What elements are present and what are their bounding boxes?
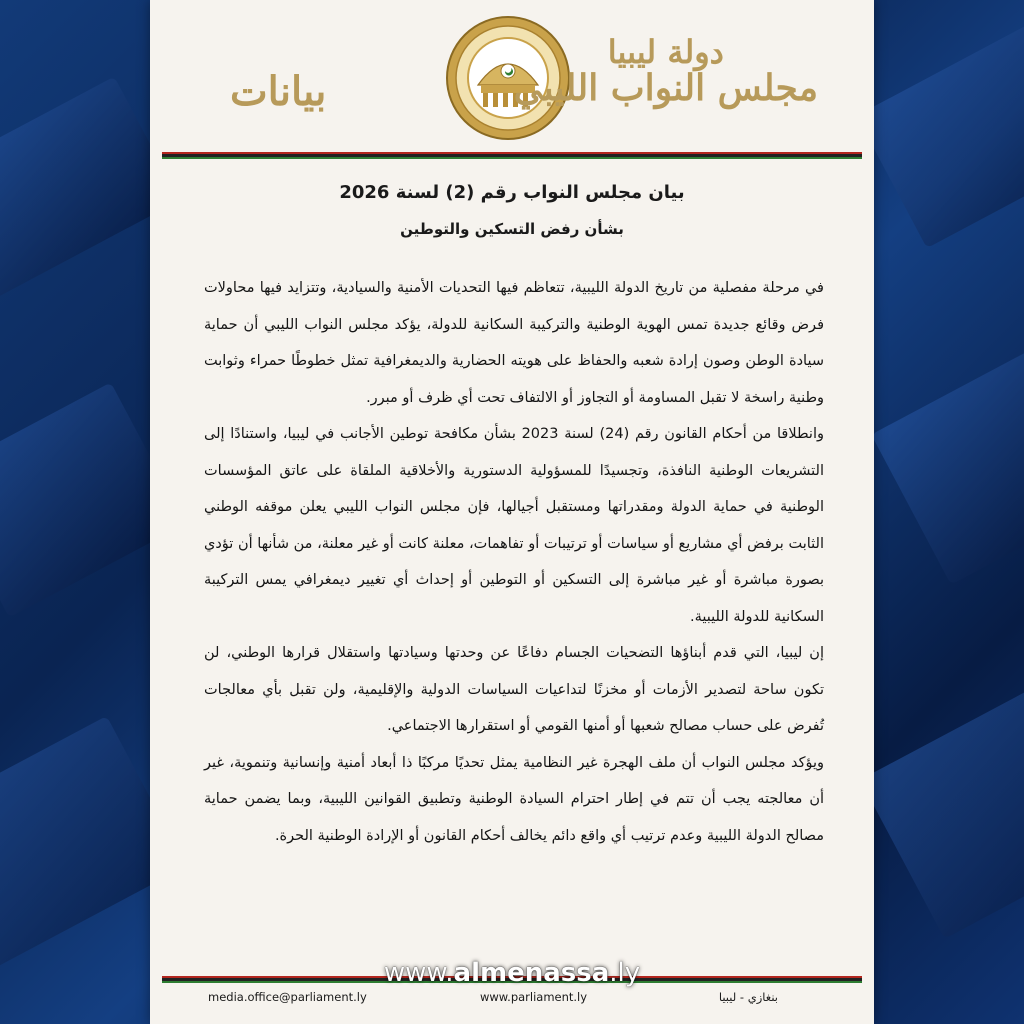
flag-divider-top [162, 152, 862, 159]
statement-paragraph: إن ليبيا، التي قدم أبناؤها التضحيات الجسام دفاعًا عن وحدتها وسيادتها واستقلال قرارها الوطني، لن تكون ساحة لتصدير الأزمات أو مخزنًا لتداعيات السياسات الدولية والإقليمية، ولن تقبل بأي معالجات تُفرض على حساب مصالح شعبها أو أمنها القومي أو استقرارها الاجتماعي. [204, 645, 824, 734]
watermark-prefix: www. [383, 958, 454, 988]
footer-website: www.parliament.ly [480, 990, 588, 1004]
statement-document [150, 0, 874, 1024]
site-watermark [150, 958, 874, 988]
state-name: دولة ليبيا [607, 33, 724, 71]
statement-title: بيان مجلس النواب رقم (2) لسنة 2026 [339, 182, 685, 203]
parliament-name: مجلس النواب الليبي [513, 66, 818, 109]
statement-paragraph: وانطلاقا من أحكام القانون رقم (24) لسنة 2023 بشأن مكافحة توطين الأجانب في ليبيا، واستنادًا إلى التشريعات الوطنية النافذة، وتجسيدًا للمسؤولية الدستورية والأخلاقية الملقاة على عاتق المؤسسات الوطنية في حماية الدولة ومقدراتها ومستقبل أجيالها، فإن مجلس النواب الليبي يعلن موقفه الوطني الثابت برفض أي مشاريع أو سياسات أو ترتيبات أو تفاهمات، معلنة كانت أو غير معلنة، من شأنها أن تؤدي بصورة مباشرة أو غير مباشرة إلى التسكين أو التوطين أو إحداث أي تغيير ديمغرافي يمس التركيبة السكانية للدولة الليبية. [204, 426, 824, 625]
watermark-suffix: .ly [609, 958, 641, 988]
watermark-name: almenassa [453, 958, 610, 988]
footer-email: media.office@parliament.ly [208, 990, 367, 1004]
statements-wordmark: بيانات [230, 68, 327, 115]
letterhead-footer [150, 988, 874, 1018]
statement-paragraph: في مرحلة مفصلية من تاريخ الدولة الليبية، تتعاظم فيها التحديات الأمنية والسيادية، وتتزايد فيها محاولات فرض وقائع جديدة تمس الهوية الوطنية والتركيبة السكانية للدولة، يؤكد مجلس النواب الليبي أن حماية سيادة الوطن وصون إرادة شعبه والحفاظ على هويته الحضارية والديمغرافية تمثل خطوطًا حمراء وثوابت وطنية راسخة لا تقبل المساومة أو التجاوز أو الالتفاف تحت أي ظرف أو مبرر. [204, 280, 824, 406]
statement-body [204, 270, 824, 854]
state-wordmark [513, 33, 818, 109]
letterhead [150, 0, 874, 150]
footer-city: بنغازي - ليبيا [718, 990, 778, 1004]
statement-subtitle: بشأن رفض التسكين والتوطين [400, 220, 624, 238]
statement-paragraph: ويؤكد مجلس النواب أن ملف الهجرة غير النظامية يمثل تحديًا مركبًا ذا أبعاد أمنية وإنسانية وتنموية، غير أن معالجته يجب أن تتم في إطار احترام السيادة الوطنية وتطبيق القوانين الليبية، وبما يضمن حماية مصالح الدولة الليبية وعدم ترتيب أي واقع دائم يخالف أحكام القانون أو الإرادة الوطنية الحرة. [204, 754, 824, 844]
